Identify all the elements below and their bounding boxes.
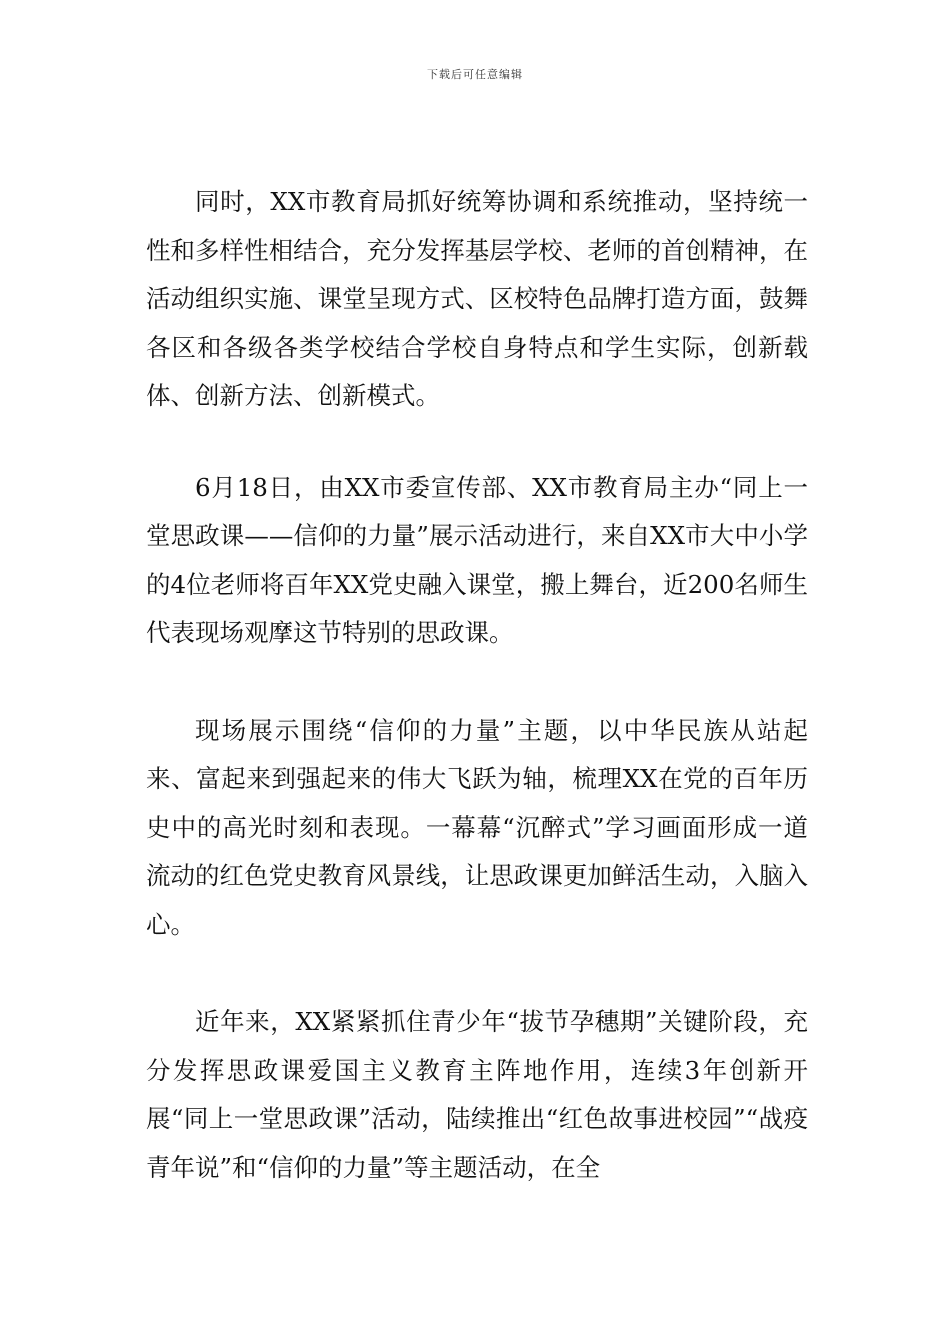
paragraph-3: 现场展示围绕“信仰的力量”主题，以中华民族从站起来、富起来到强起来的伟大飞跃为轴，梳理XX在党的百年历史中的高光时刻和表现。一幕幕“沉醉式”学习画面形成一道流动的红色党史教育风景线，让思政课更加鲜活生动，入脑入心。 (146, 715, 808, 939)
document-body (146, 178, 808, 1192)
paragraph-2: 6月18日，由XX市委宣传部、XX市教育局主办“同上一堂思政课——信仰的力量”展示活动进行，来自XX市大中小学的4位老师将百年XX党史融入课堂，搬上舞台，近200名师生代表现场观摩这节特别的思政课。 (146, 472, 808, 647)
page-header: 下载后可任意编辑 (427, 68, 523, 81)
paragraph-1: 同时，XX市教育局抓好统筹协调和系统推动，坚持统一性和多样性相结合，充分发挥基层学校、老师的首创精神，在活动组织实施、课堂呈现方式、区校特色品牌打造方面，鼓舞各区和各级各类学校结合学校自身特点和学生实际，创新载体、创新方法、创新模式。 (146, 187, 808, 410)
paragraph-4: 近年来，XX紧紧抓住青少年“拔节孕穗期”关键阶段，充分发挥思政课爱国主义教育主阵地作用，连续3年创新开展“同上一堂思政课”活动，陆续推出“红色故事进校园”“战疫青年说”和“信仰的力量”等主题活动，在全 (146, 1007, 808, 1182)
